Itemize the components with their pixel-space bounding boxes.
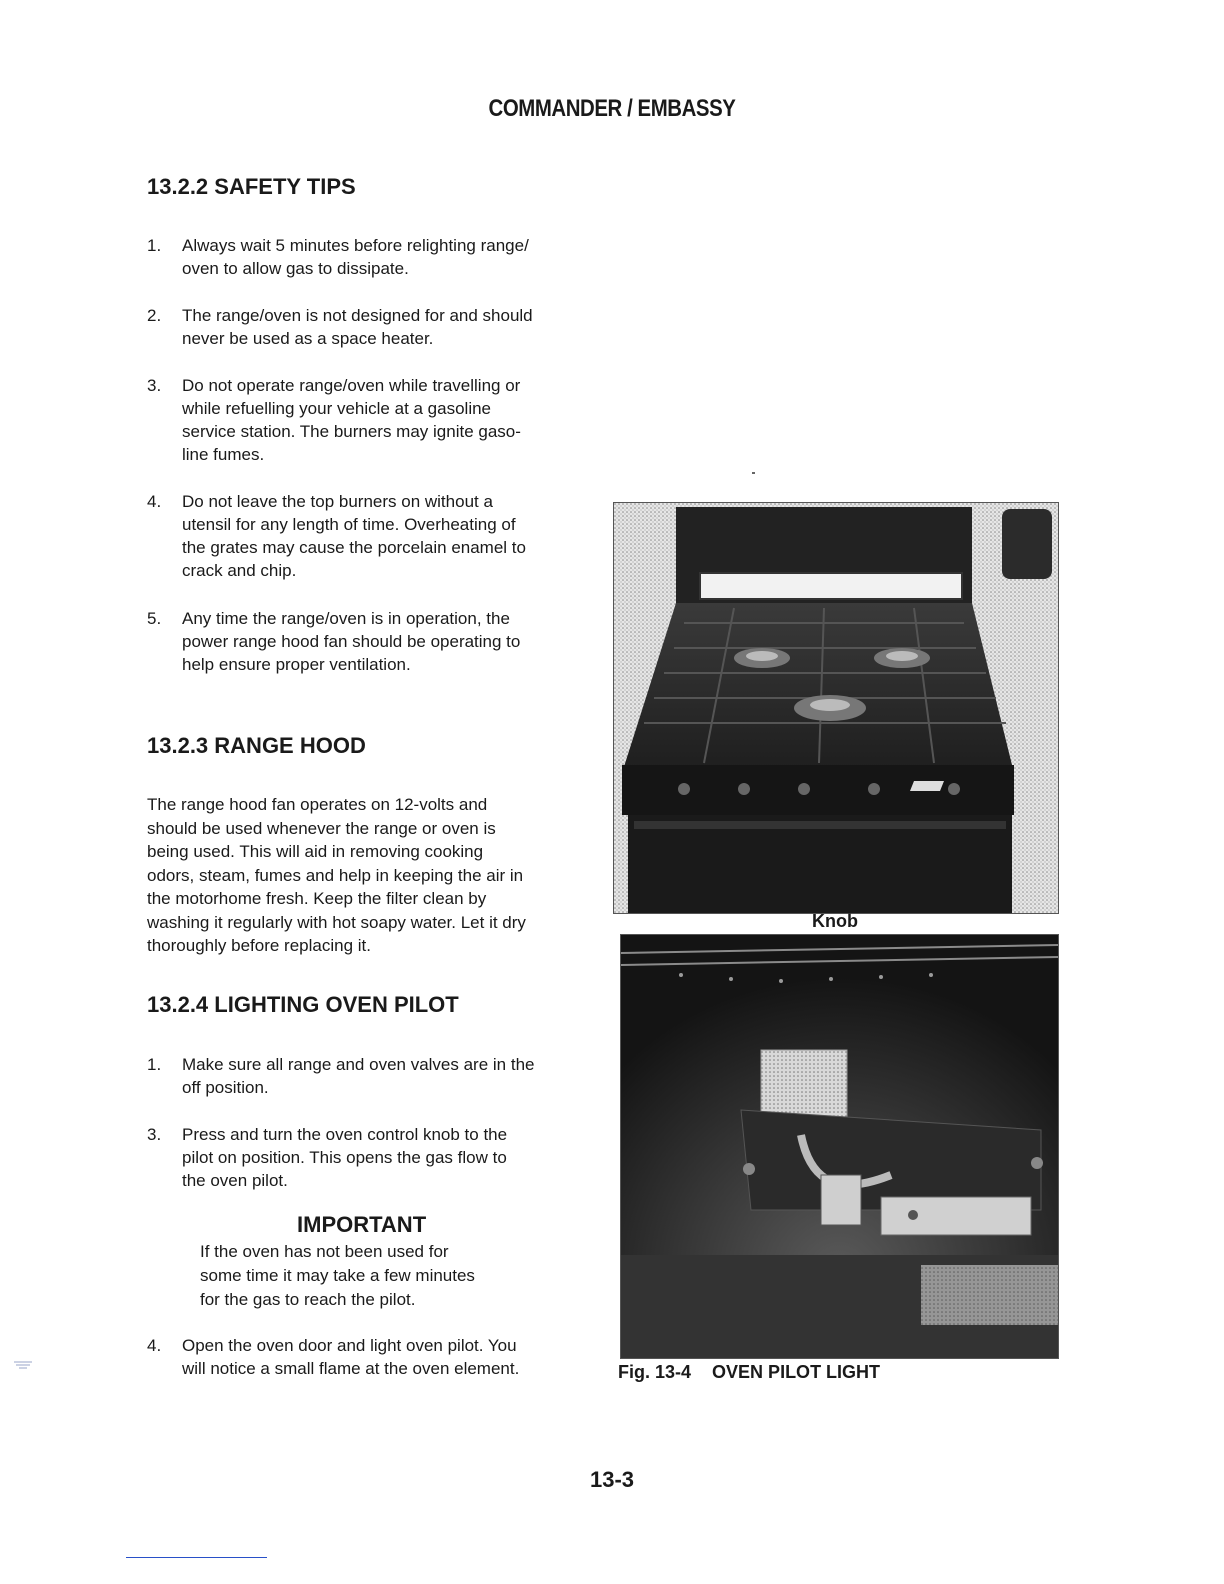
list-item-text: Do not operate range/oven while travelling or while refuelling your vehicle at a gasoline service station. The burners may ignite gaso- line fumes. — [182, 376, 521, 464]
page-number: 13-3 — [589, 1467, 635, 1492]
list-item-number: 1. — [147, 1055, 162, 1074]
knob-label: Knob — [812, 911, 858, 931]
list-item — [147, 490, 607, 582]
range-hood-paragraph: The range hood fan operates on 12-volts and should be used whenever the range or oven is being used. This will aid in removing cooking odors, steam, fumes and help in keeping the air in the motorhome fresh. Keep the filter clean by washing it regularly with hot soapy water. Let it dry thoroughly before replacing it. — [147, 795, 526, 955]
oven-pilot-illustration — [621, 935, 1058, 1358]
list-item-text: Always wait 5 minutes before relighting range/ oven to allow gas to dissipate. — [182, 236, 529, 278]
list-item — [147, 304, 607, 350]
section-heading-lighting-oven-pilot: 13.2.4 LIGHTING OVEN PILOT — [147, 992, 459, 1017]
list-item-number: 4. — [147, 1336, 162, 1355]
oven-pilot-photo — [620, 934, 1059, 1359]
page-header: COMMANDER / EMBASSY — [488, 95, 736, 122]
figure-number: Fig. 13-4 — [618, 1362, 692, 1382]
margin-mark-icon — [13, 1360, 33, 1370]
important-body: If the oven has not been used for some time it may take a few minutes for the gas to reach the pilot. — [200, 1242, 475, 1309]
list-item-text: Do not leave the top burners on without a utensil for any length of time. Overheating of the grates may cause the porcelain enamel to crack and chip. — [182, 492, 526, 580]
list-item-number: 2. — [147, 306, 162, 325]
list-item-text: Open the oven door and light oven pilot. You will notice a small flame at the oven element. — [182, 1336, 520, 1378]
list-item-number: 5. — [147, 609, 162, 628]
list-item — [147, 374, 607, 466]
list-item-text: Press and turn the oven control knob to the pilot on position. This opens the gas flow to the oven pilot. — [182, 1125, 508, 1190]
section-heading-safety-tips: 13.2.2 SAFETY TIPS — [147, 174, 356, 199]
list-item-number: 4. — [147, 492, 162, 511]
section-heading-range-hood: 13.2.3 RANGE HOOD — [147, 733, 366, 758]
figure-caption-text: OVEN PILOT LIGHT — [712, 1362, 881, 1382]
range-oven-photo — [613, 502, 1059, 914]
list-item — [147, 1334, 607, 1380]
list-item-number: 3. — [147, 1125, 162, 1144]
scan-speck — [752, 472, 755, 474]
list-item — [147, 1123, 607, 1192]
list-item-text: Any time the range/oven is in operation, the power range hood fan should be operating to help ensure proper ventilation. — [182, 609, 521, 674]
list-item-number: 3. — [147, 376, 162, 395]
list-item — [147, 234, 607, 280]
list-item-text: Make sure all range and oven valves are in the off position. — [182, 1055, 535, 1097]
range-oven-illustration — [614, 503, 1058, 913]
list-item-number: 1. — [147, 236, 162, 255]
list-item — [147, 607, 607, 676]
list-item — [147, 1053, 607, 1099]
important-title: IMPORTANT — [297, 1212, 427, 1237]
list-item-text: The range/oven is not designed for and should never be used as a space heater. — [182, 306, 533, 348]
figure-caption — [618, 1362, 880, 1383]
footer-rule — [126, 1557, 267, 1558]
